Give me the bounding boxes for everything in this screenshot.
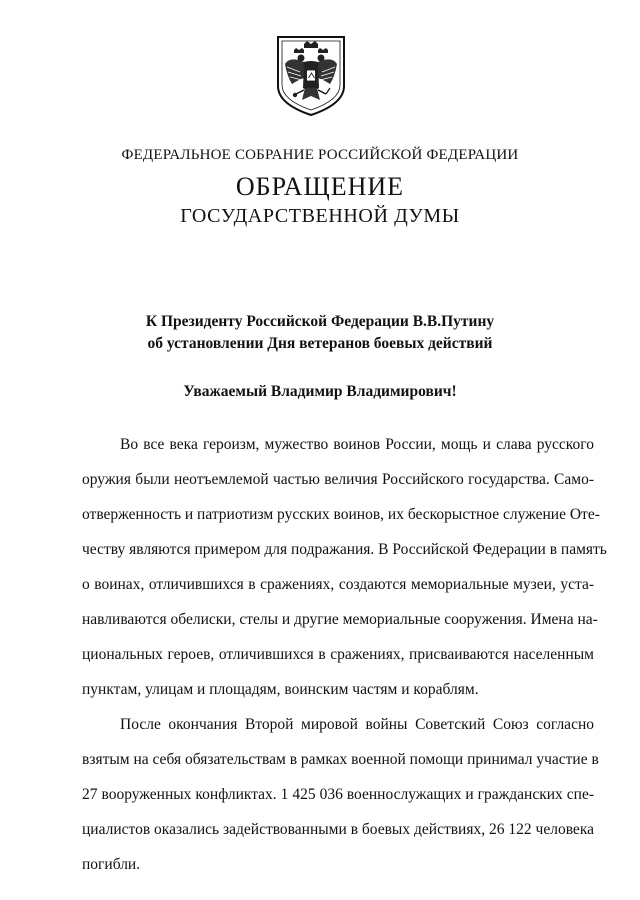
organization-name: ФЕДЕРАЛЬНОЕ СОБРАНИЕ РОССИЙСКОЙ ФЕДЕРАЦИИ [121, 147, 519, 163]
text-line: о воинах, отличившихся в сражениях, создаются мемориальные музеи, уста- [82, 576, 594, 593]
coat-of-arms-icon [274, 34, 348, 118]
text-line: погибли. [82, 856, 141, 873]
addressee-line: об установлении Дня ветеранов боевых действий [147, 335, 493, 352]
greeting: Уважаемый Владимир Владимирович! [183, 383, 457, 400]
paragraph [82, 707, 599, 882]
document-subtitle: ГОСУДАРСТВЕННОЙ ДУМЫ [180, 205, 460, 227]
addressee-line: К Президенту Российской Федерации В.В.Путину [145, 313, 495, 330]
text-line: взятым на себя обязательствам в рамках военной помощи принимал участие в [82, 751, 599, 768]
body-text [82, 427, 607, 882]
addressee-block [0, 311, 640, 355]
text-line: циалистов оказались задействованными в боевых действиях, 26 122 человека [82, 821, 594, 838]
text-line: После окончания Второй мировой войны Советский Союз согласно [120, 716, 594, 733]
text-line: навливаются обелиски, стелы и другие мемориальные сооружения. Имена на- [82, 611, 598, 628]
document-title: ОБРАЩЕНИЕ [235, 172, 405, 201]
text-line: Во все века героизм, мужество воинов России, мощь и слава русского [120, 436, 594, 453]
text-line: 27 вооруженных конфликтах. 1 425 036 военнослужащих и гражданских спе- [82, 786, 594, 803]
text-line: отверженность и патриотизм русских воинов, их бескорыстное служение Оте- [82, 506, 600, 523]
text-line: пунктам, улицам и площадям, воинским частям и кораблям. [82, 681, 479, 698]
text-line: честву являются примером для подражания. В Российской Федерации в память [82, 541, 607, 558]
paragraph [82, 427, 607, 707]
text-line: оружия были неотъемлемой частью величия Российского государства. Само- [82, 471, 594, 488]
text-line: циональных героев, отличившихся в сражениях, присваиваются населенным [82, 646, 594, 663]
